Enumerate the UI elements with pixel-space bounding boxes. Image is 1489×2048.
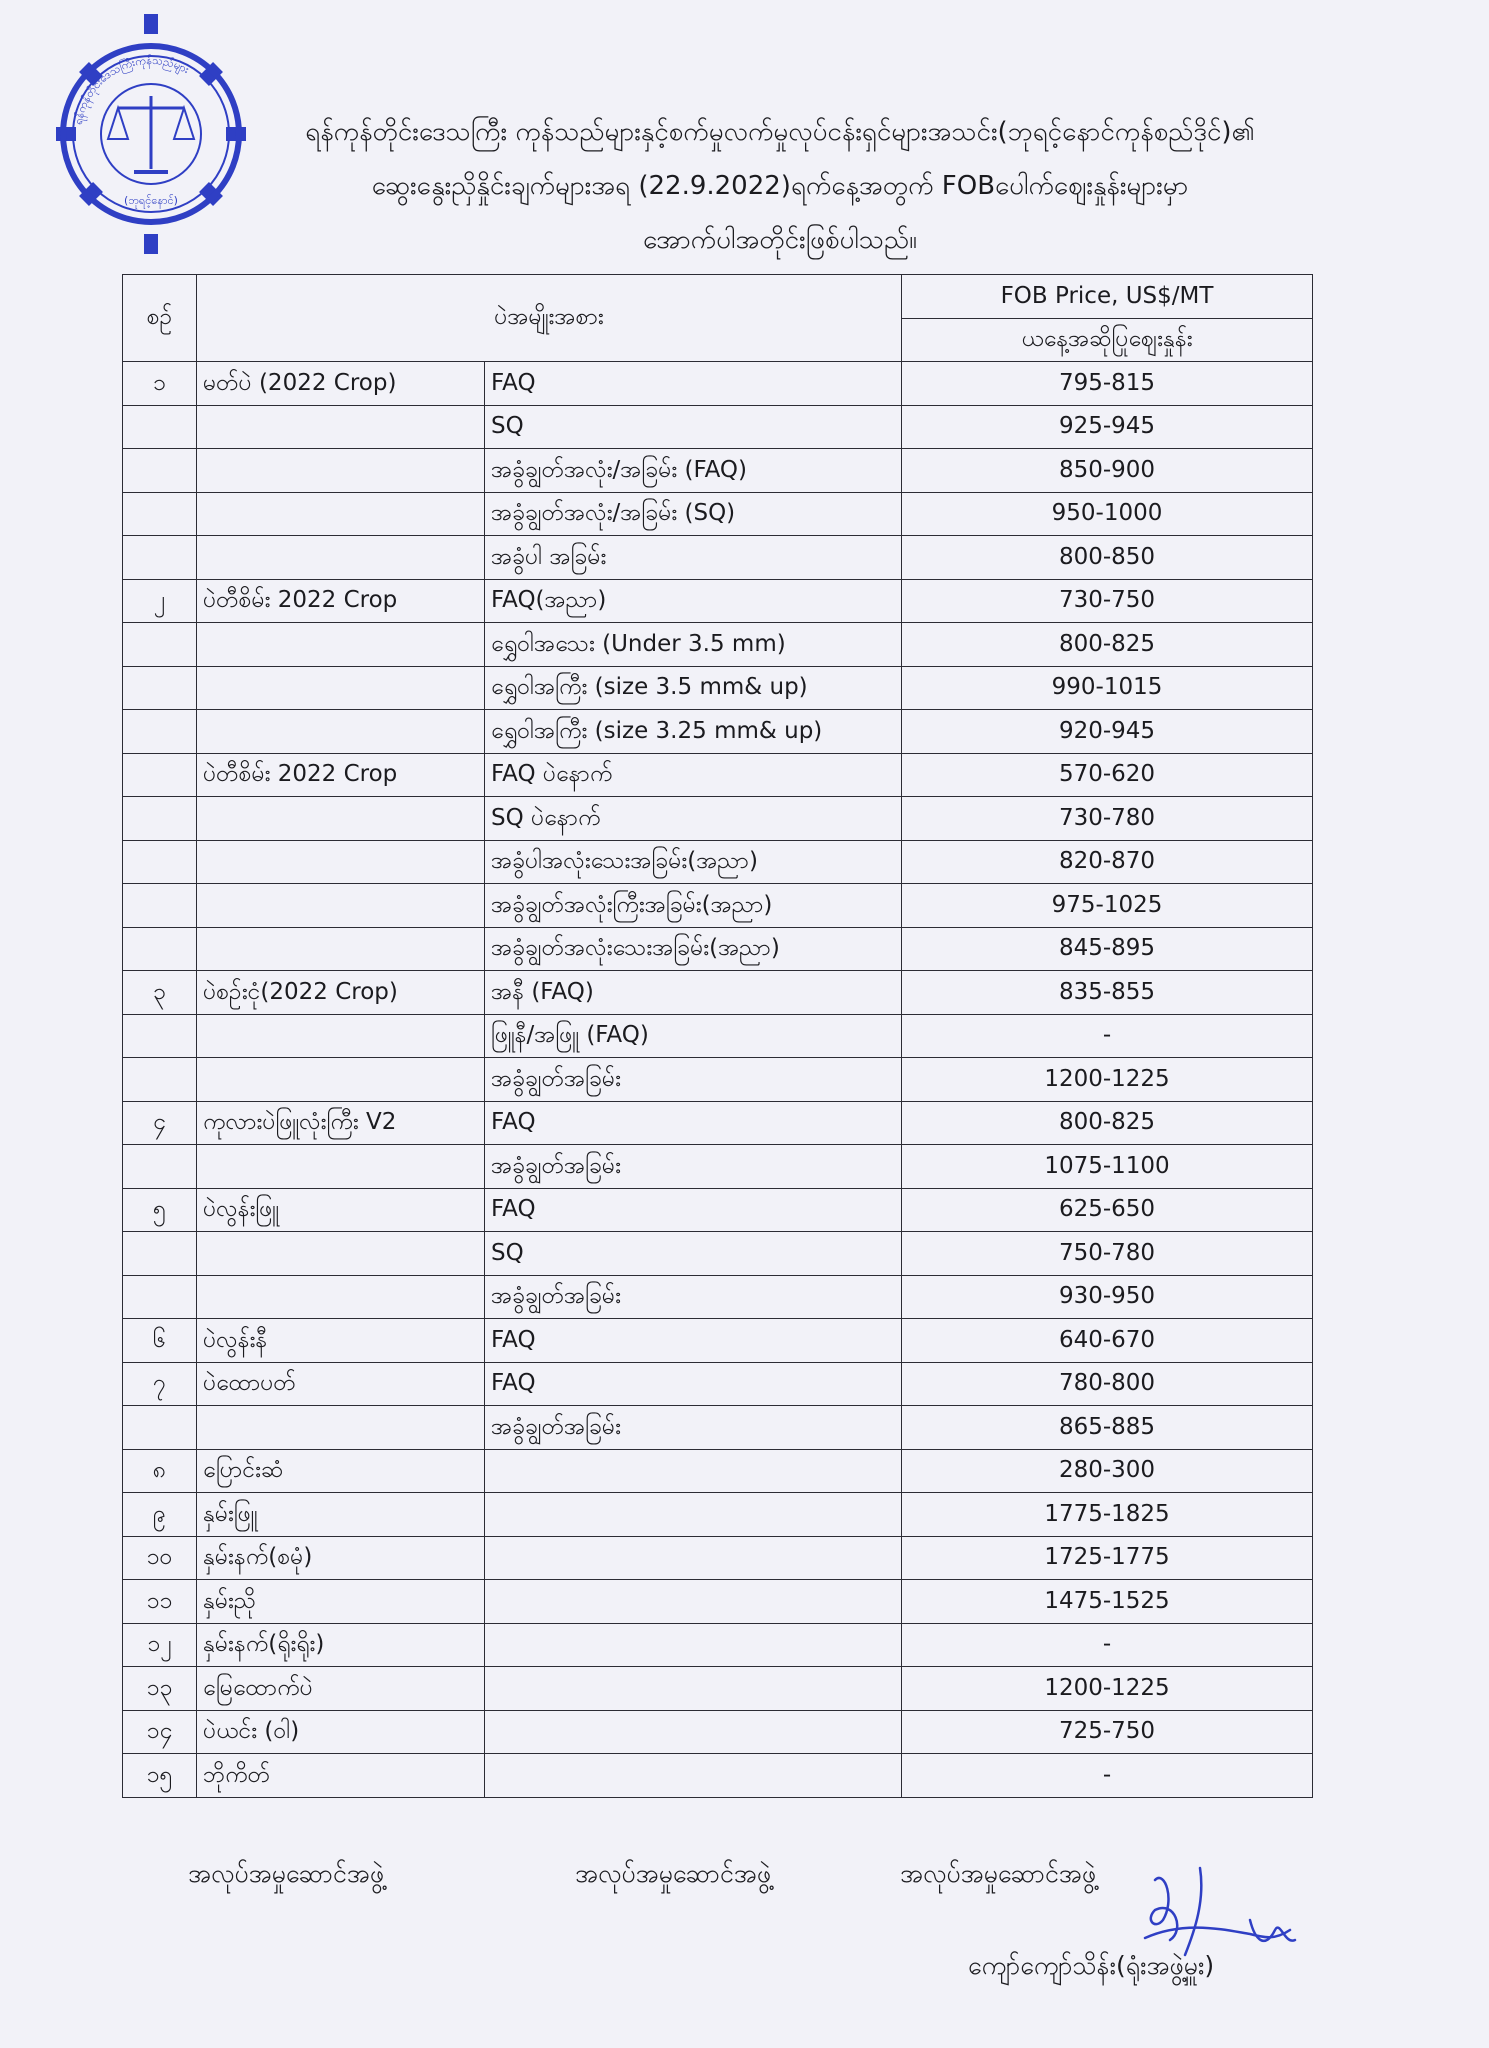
- row-grade: အခွံချွတ်အခြမ်း: [485, 1406, 902, 1450]
- row-product: ပဲတီစိမ်း 2022 Crop: [197, 579, 485, 623]
- row-product: ကုလားပဲဖြူလုံးကြီး V2: [197, 1101, 485, 1145]
- row-grade: အခွံချွတ်အခြမ်း: [485, 1058, 902, 1102]
- row-grade: SQ: [485, 1232, 902, 1276]
- row-serial: ၄: [123, 1101, 197, 1145]
- row-product: ပဲလွန်းဖြူ: [197, 1188, 485, 1232]
- row-price: 730-780: [902, 797, 1313, 841]
- row-product: ပြောင်းဆံ: [197, 1449, 485, 1493]
- header-price-title: FOB Price, US$/MT: [902, 275, 1313, 319]
- row-serial: ၁၂: [123, 1623, 197, 1667]
- row-grade: FAQ(အညာ): [485, 579, 902, 623]
- row-price: 780-800: [902, 1362, 1313, 1406]
- row-serial: ၁၀: [123, 1536, 197, 1580]
- table-row: [123, 1014, 1313, 1058]
- table-row: [123, 1188, 1313, 1232]
- price-table: [122, 274, 1313, 1798]
- table-row: [123, 623, 1313, 667]
- header-line-1: ရန်ကုန်တိုင်းဒေသကြီး ကုန်သည်များနှင့်စက်မှုလက်မှုလုပ်ငန်းရှင်များအသင်း(ဘုရင့်နောင်ကုန်စည်ဒိုင်)၏: [305, 117, 1255, 147]
- row-price: 845-895: [902, 927, 1313, 971]
- row-product: နှမ်းနက်(ရိုးရိုး): [197, 1623, 485, 1667]
- row-product: [197, 927, 485, 971]
- table-row: [123, 710, 1313, 754]
- row-serial: [123, 1058, 197, 1102]
- header-item-type: ပဲအမျိုးအစား: [197, 275, 902, 362]
- row-serial: [123, 449, 197, 493]
- row-price: 850-900: [902, 449, 1313, 493]
- row-product: [197, 492, 485, 536]
- row-price: 625-650: [902, 1188, 1313, 1232]
- row-serial: [123, 666, 197, 710]
- header-line-2: ဆွေးနွေးညှိနှိုင်းချက်များအရ (22.9.2022)ရက်နေ့အတွက် FOBပေါက်ဈေးနှုန်းများမှာ: [371, 171, 1189, 201]
- row-grade: FAQ ပဲနောက်: [485, 753, 902, 797]
- row-price: 800-850: [902, 536, 1313, 580]
- row-product: ပဲစဉ်းငုံ(2022 Crop): [197, 971, 485, 1015]
- signature-label-2: အလုပ်အမှုဆောင်အဖွဲ့: [575, 1859, 772, 1888]
- row-grade: အခွံချွတ်အလုံး/အခြမ်း (FAQ): [485, 449, 902, 493]
- table-row: [123, 579, 1313, 623]
- row-serial: ၁: [123, 362, 197, 406]
- row-grade: [485, 1536, 902, 1580]
- row-price: 800-825: [902, 1101, 1313, 1145]
- row-price: 1200-1225: [902, 1058, 1313, 1102]
- document-header: [150, 105, 1410, 267]
- table-row: [123, 492, 1313, 536]
- row-grade: အခွံချွတ်အခြမ်း: [485, 1275, 902, 1319]
- table-row: [123, 1275, 1313, 1319]
- table-row: [123, 884, 1313, 928]
- row-serial: [123, 623, 197, 667]
- row-price: 1075-1100: [902, 1145, 1313, 1189]
- row-product: [197, 1058, 485, 1102]
- row-serial: [123, 492, 197, 536]
- row-product: မတ်ပဲ (2022 Crop): [197, 362, 485, 406]
- table-row: [123, 1754, 1313, 1798]
- row-price: 795-815: [902, 362, 1313, 406]
- row-serial: ၈: [123, 1449, 197, 1493]
- row-price: 725-750: [902, 1710, 1313, 1754]
- table-row: [123, 797, 1313, 841]
- row-serial: [123, 1014, 197, 1058]
- row-serial: [123, 797, 197, 841]
- row-grade: FAQ: [485, 1188, 902, 1232]
- row-serial: [123, 536, 197, 580]
- row-serial: ၃: [123, 971, 197, 1015]
- table-row: [123, 1101, 1313, 1145]
- row-price: 930-950: [902, 1275, 1313, 1319]
- row-serial: ၁၃: [123, 1667, 197, 1711]
- row-serial: [123, 1145, 197, 1189]
- table-row: [123, 449, 1313, 493]
- row-price: 800-825: [902, 623, 1313, 667]
- row-grade: [485, 1493, 902, 1537]
- row-price: 280-300: [902, 1449, 1313, 1493]
- row-price: 1200-1225: [902, 1667, 1313, 1711]
- row-grade: အခွံပါအလုံးသေးအခြမ်း(အညာ): [485, 840, 902, 884]
- row-product: [197, 449, 485, 493]
- row-product: မြေထောက်ပဲ: [197, 1667, 485, 1711]
- row-price: 640-670: [902, 1319, 1313, 1363]
- row-price: 925-945: [902, 405, 1313, 449]
- row-product: [197, 1145, 485, 1189]
- table-row: [123, 362, 1313, 406]
- row-product: [197, 884, 485, 928]
- signature-label-1: အလုပ်အမှုဆောင်အဖွဲ့: [188, 1859, 385, 1888]
- header-price-sub: ယနေ့အဆိုပြုဈေးနှုန်း: [902, 318, 1313, 362]
- row-product: ဘိုကိတ်: [197, 1754, 485, 1798]
- row-product: [197, 840, 485, 884]
- row-grade: SQ ပဲနောက်: [485, 797, 902, 841]
- table-row: [123, 1406, 1313, 1450]
- row-grade: FAQ: [485, 362, 902, 406]
- row-serial: [123, 1232, 197, 1276]
- row-product: [197, 623, 485, 667]
- row-price: -: [902, 1014, 1313, 1058]
- row-serial: ၂: [123, 579, 197, 623]
- row-price: 950-1000: [902, 492, 1313, 536]
- row-grade: ရွှေဝါအသေး (Under 3.5 mm): [485, 623, 902, 667]
- table-row: [123, 1667, 1313, 1711]
- row-grade: [485, 1623, 902, 1667]
- row-price: 920-945: [902, 710, 1313, 754]
- row-price: 1775-1825: [902, 1493, 1313, 1537]
- table-row: [123, 1493, 1313, 1537]
- row-product: နှမ်းနက်(စမုံ): [197, 1536, 485, 1580]
- row-grade: အခွံချွတ်အလုံး/အခြမ်း (SQ): [485, 492, 902, 536]
- row-price: 1725-1775: [902, 1536, 1313, 1580]
- row-grade: [485, 1754, 902, 1798]
- row-grade: FAQ: [485, 1101, 902, 1145]
- table-row: [123, 1710, 1313, 1754]
- row-serial: [123, 405, 197, 449]
- row-price: 865-885: [902, 1406, 1313, 1450]
- table-row: [123, 840, 1313, 884]
- row-product: [197, 536, 485, 580]
- row-product: ပဲထောပတ်: [197, 1362, 485, 1406]
- row-price: 1475-1525: [902, 1580, 1313, 1624]
- row-price: 750-780: [902, 1232, 1313, 1276]
- row-grade: [485, 1580, 902, 1624]
- signature-label-3: အလုပ်အမှုဆောင်အဖွဲ့: [900, 1859, 1097, 1888]
- seal-text-top: ရန်ကုန်တိုင်းဒေသကြီးကုန်သည်များ: [71, 53, 192, 126]
- row-price: 835-855: [902, 971, 1313, 1015]
- row-grade: ရွှေဝါအကြီး (size 3.25 mm& up): [485, 710, 902, 754]
- row-grade: FAQ: [485, 1362, 902, 1406]
- row-product: [197, 797, 485, 841]
- header-serial: စဉ်: [123, 275, 197, 362]
- row-price: 820-870: [902, 840, 1313, 884]
- table-row: [123, 1232, 1313, 1276]
- row-grade: အခွံချွတ်အခြမ်း: [485, 1145, 902, 1189]
- row-serial: ၁၄: [123, 1710, 197, 1754]
- row-grade: [485, 1667, 902, 1711]
- row-product: [197, 405, 485, 449]
- row-grade: [485, 1449, 902, 1493]
- table-row: [123, 1623, 1313, 1667]
- row-product: နှမ်းဖြူ: [197, 1493, 485, 1537]
- table-row: [123, 971, 1313, 1015]
- row-price: -: [902, 1754, 1313, 1798]
- table-row: [123, 666, 1313, 710]
- row-price: 730-750: [902, 579, 1313, 623]
- row-serial: ၁၁: [123, 1580, 197, 1624]
- row-product: [197, 1406, 485, 1450]
- table-row: [123, 1058, 1313, 1102]
- row-serial: ၅: [123, 1188, 197, 1232]
- table-row: [123, 405, 1313, 449]
- row-product: [197, 710, 485, 754]
- row-price: -: [902, 1623, 1313, 1667]
- table-row: [123, 1319, 1313, 1363]
- table-row: [123, 1449, 1313, 1493]
- row-grade: အခွံချွတ်အလုံးကြီးအခြမ်း(အညာ): [485, 884, 902, 928]
- row-price: 570-620: [902, 753, 1313, 797]
- row-grade: SQ: [485, 405, 902, 449]
- row-product: [197, 666, 485, 710]
- row-price: 975-1025: [902, 884, 1313, 928]
- row-serial: ၆: [123, 1319, 197, 1363]
- table-row: [123, 927, 1313, 971]
- table-row: [123, 753, 1313, 797]
- row-serial: [123, 884, 197, 928]
- row-product: နှမ်းညို: [197, 1580, 485, 1624]
- row-product: [197, 1014, 485, 1058]
- row-serial: [123, 1275, 197, 1319]
- row-grade: ဖြူနီ/အဖြူ (FAQ): [485, 1014, 902, 1058]
- row-serial: [123, 1406, 197, 1450]
- row-product: [197, 1232, 485, 1276]
- row-serial: [123, 927, 197, 971]
- table-row: [123, 1580, 1313, 1624]
- table-row: [123, 1536, 1313, 1580]
- row-product: ပဲလွန်းနီ: [197, 1319, 485, 1363]
- row-product: [197, 1275, 485, 1319]
- row-serial: ၁၅: [123, 1754, 197, 1798]
- row-product: ပဲတီစိမ်း 2022 Crop: [197, 753, 485, 797]
- seal-text-bottom: (ဘုရင့်နောင်): [124, 194, 178, 207]
- row-grade: အခွံပါ အခြမ်း: [485, 536, 902, 580]
- row-serial: [123, 710, 197, 754]
- row-grade: အခွံချွတ်အလုံးသေးအခြမ်း(အညာ): [485, 927, 902, 971]
- header-line-3: အောက်ပါအတိုင်းဖြစ်ပါသည်။: [643, 225, 917, 255]
- row-price: 990-1015: [902, 666, 1313, 710]
- row-serial: ၇: [123, 1362, 197, 1406]
- table-row: [123, 536, 1313, 580]
- row-grade: အနီ (FAQ): [485, 971, 902, 1015]
- table-header-row: [123, 275, 1313, 319]
- row-serial: ၉: [123, 1493, 197, 1537]
- row-product: ပဲယင်း (ဝါ): [197, 1710, 485, 1754]
- row-serial: [123, 753, 197, 797]
- row-grade: ရွှေဝါအကြီး (size 3.5 mm& up): [485, 666, 902, 710]
- table-row: [123, 1145, 1313, 1189]
- signer-name: ကျော်ကျော်သိန်း(ရုံးအဖွဲ့မှူး): [968, 1951, 1215, 1980]
- row-grade: FAQ: [485, 1319, 902, 1363]
- row-grade: [485, 1710, 902, 1754]
- row-serial: [123, 840, 197, 884]
- table-row: [123, 1362, 1313, 1406]
